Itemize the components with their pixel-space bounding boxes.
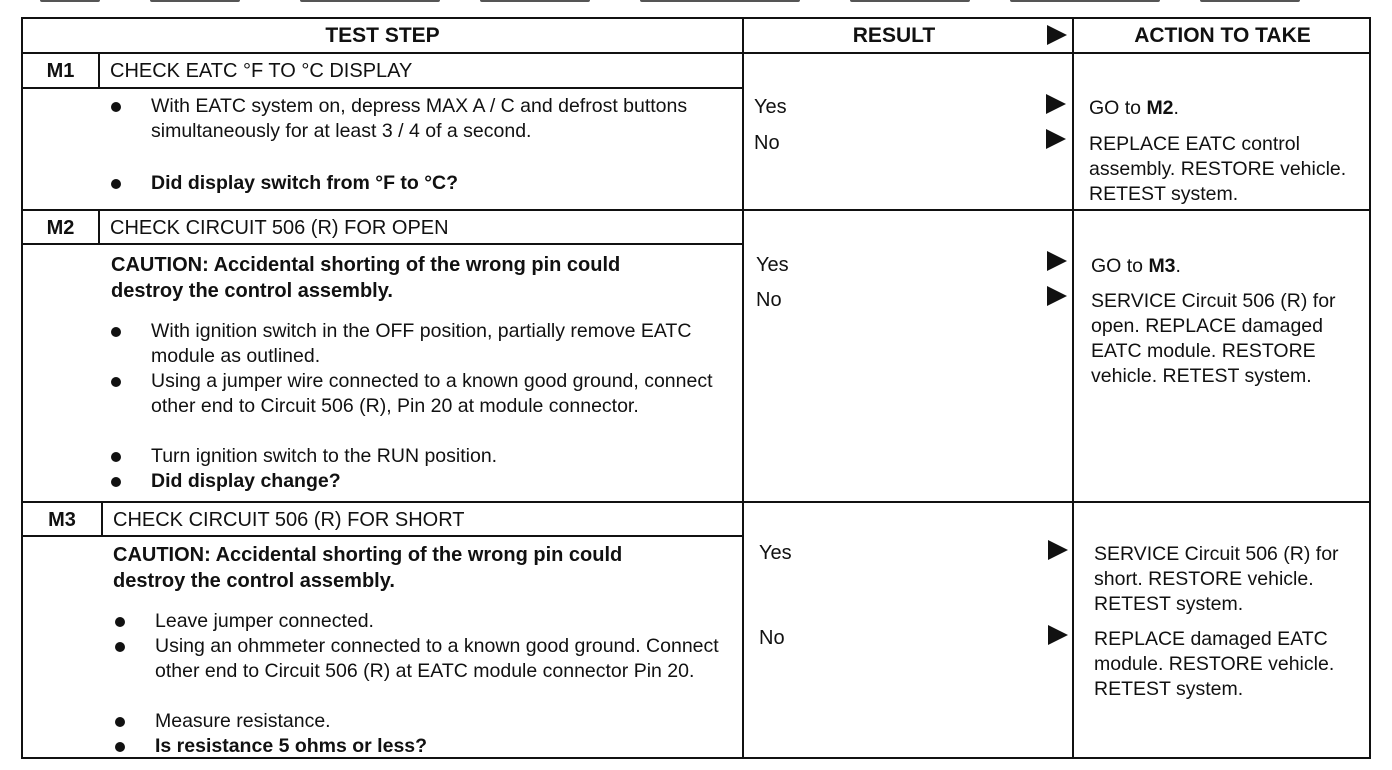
- bullet-icon: [115, 642, 125, 652]
- step-title-rule: [23, 535, 742, 537]
- m1-bullet-2: [111, 171, 711, 196]
- step-title-rule: [23, 87, 742, 89]
- m1-arrow-no-icon: [1046, 129, 1066, 149]
- header-test-step: TEST STEP: [325, 24, 440, 47]
- bullet-text: Did display change?: [151, 470, 341, 492]
- bullet-text: Using an ohmmeter connected to a known good ground. Connect other end to Circuit 506 (R) at EATC module connector Pin 20.: [155, 635, 719, 682]
- m3-action-yes: SERVICE Circuit 506 (R) for short. RESTORE vehicle. RETEST system.: [1094, 543, 1339, 615]
- m3-bullet-2: [115, 634, 725, 709]
- bullet-icon: [115, 717, 125, 727]
- step-title-m2: CHECK CIRCUIT 506 (R) FOR OPEN: [110, 217, 449, 239]
- bullet-icon: [111, 452, 121, 462]
- m3-arrow-yes-icon: [1048, 540, 1068, 560]
- m2-bullet-2: [111, 369, 731, 444]
- header-arrow-icon: [1047, 25, 1067, 45]
- m2-bullet-1: [111, 319, 731, 369]
- m3-action-no: REPLACE damaged EATC module. RESTORE vehicle. RETEST system.: [1094, 628, 1335, 700]
- bullet-text: Leave jumper connected.: [155, 610, 374, 632]
- bullet-icon: [115, 742, 125, 752]
- m2-action-no: SERVICE Circuit 506 (R) for open. REPLACE damaged EATC module. RESTORE vehicle. RETEST system.: [1091, 290, 1336, 387]
- m2-bullet-4: [111, 469, 731, 494]
- m3-result-yes: Yes: [759, 542, 792, 564]
- m1-action-yes: GO to M2.: [1089, 97, 1179, 119]
- m2-arrow-yes-icon: [1047, 251, 1067, 271]
- step-rule: [23, 501, 1371, 503]
- bullet-icon: [115, 617, 125, 627]
- m1-result-no: No: [754, 132, 780, 154]
- m1-bullet-1: [111, 94, 711, 144]
- m3-caution: CAUTION: Accidental shorting of the wrong pin could destroy the control assembly.: [113, 544, 623, 592]
- m2-arrow-no-icon: [1047, 286, 1067, 306]
- m3-result-no: No: [759, 627, 785, 649]
- divider-result-action: [1072, 19, 1074, 757]
- m1-action-no: REPLACE EATC control assembly. RESTORE vehicle. RETEST system.: [1089, 133, 1347, 205]
- m1-arrow-yes-icon: [1046, 94, 1066, 114]
- step-title-m1: CHECK EATC °F TO °C DISPLAY: [110, 60, 413, 82]
- m2-result-yes: Yes: [756, 254, 789, 276]
- bullet-text: Did display switch from °F to °C?: [151, 172, 459, 194]
- m3-bullet-4: [115, 734, 725, 759]
- m2-caution: CAUTION: Accidental shorting of the wrong pin could destroy the control assembly.: [111, 254, 621, 302]
- step-id-divider: [101, 501, 103, 535]
- bullet-text: Using a jumper wire connected to a known good ground, connect other end to Circuit 506 (R), Pin 20 at module connector.: [151, 370, 713, 417]
- diagnostic-test-table: [21, 17, 1371, 759]
- bullet-icon: [111, 179, 121, 189]
- bullet-icon: [111, 327, 121, 337]
- step-id-divider: [98, 209, 100, 243]
- bullet-icon: [111, 477, 121, 487]
- m2-bullet-3: [111, 444, 731, 469]
- step-rule: [23, 209, 1371, 211]
- step-id-m3: M3: [48, 509, 76, 531]
- bullet-text: Measure resistance.: [155, 710, 331, 732]
- step-title-m3: CHECK CIRCUIT 506 (R) FOR SHORT: [113, 509, 465, 531]
- cropped-text-strip: [0, 0, 1392, 10]
- header-rule: [23, 52, 1371, 54]
- step-id-m1: M1: [46, 60, 75, 82]
- bullet-icon: [111, 377, 121, 387]
- m2-action-yes: GO to M3.: [1091, 255, 1181, 277]
- step-id-divider: [98, 52, 100, 87]
- bullet-text: With ignition switch in the OFF position, partially remove EATC module as outlined.: [151, 320, 692, 367]
- divider-test-result: [742, 19, 744, 757]
- bullet-icon: [111, 102, 121, 112]
- step-title-rule: [23, 243, 742, 245]
- bullet-text: With EATC system on, depress MAX A / C and defrost buttons simultaneously for at least 3 / 4 of a second.: [151, 95, 688, 142]
- header-action: ACTION TO TAKE: [1134, 24, 1311, 47]
- bullet-text: Is resistance 5 ohms or less?: [155, 735, 428, 757]
- m3-arrow-no-icon: [1048, 625, 1068, 645]
- m3-bullet-1: [115, 609, 725, 634]
- m1-result-yes: Yes: [754, 96, 787, 118]
- header-result: RESULT: [852, 24, 936, 47]
- bullet-text: Turn ignition switch to the RUN position.: [151, 445, 498, 467]
- m2-result-no: No: [756, 289, 782, 311]
- m3-bullet-3: [115, 709, 725, 734]
- step-id-m2: M2: [46, 217, 75, 239]
